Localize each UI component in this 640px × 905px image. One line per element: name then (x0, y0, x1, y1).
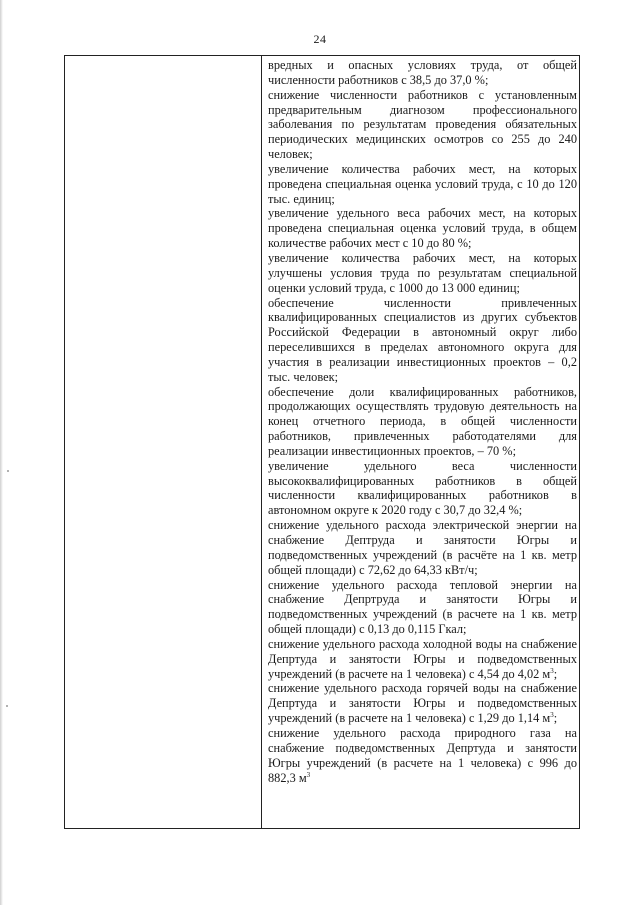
paragraph-item: снижение удельного расхода природного газа на снабжение подведомственных Депртуда и занятости Югры учреждений (в расчете на 1 человека) с 996 до 882,3 $м^3$ (268, 725, 577, 785)
scan-edge-shadow (0, 0, 3, 905)
paragraph-item: вредных и опасных условиях труда, от общей численности работников с 38,5 до 37,0 %; (268, 58, 577, 87)
paragraph-item: увеличение количества рабочих мест, на которых улучшены условия труда по результатам специальной оценки условий труда, с 1000 до 13 000 единиц; (268, 250, 577, 295)
paragraph-item: увеличение количества рабочих мест, на которых проведена специальная оценка условий труда, с 10 до 120 тыс. единиц; (268, 161, 577, 206)
scan-speck (6, 705, 8, 707)
paragraph-item: снижение удельного расхода горячей воды на снабжение Депртуда и занятости Югры и подведомственных учреждений (в расчете на 1 человека) с 1,29 до 1,14 $м^3$; (268, 681, 577, 726)
page-number: 24 (313, 32, 327, 46)
measures-text-cell (268, 58, 577, 785)
superscript: 3 (306, 770, 311, 779)
paragraph-item: снижение удельного расхода электрической энергии на снабжение Дептруда и занятости Югры и подведомственных учреждений (в расчёте на 1 кв. метр общей площади) с 72,62 до 64,33 кВт/ч; (268, 518, 577, 577)
empty-left-cell (65, 56, 261, 828)
paragraph-item: обеспечение численности привлеченных квалифицированных специалистов из других субъектов Российской Федерации в автономный округ либо переселившихся в пределах автономного округа для участия в реализации инвестиционных проектов – 0,2 тыс. человек; (268, 295, 577, 384)
document-table (64, 55, 580, 829)
paragraph-item: снижение численности работников с установленным предварительным диагнозом профессионального заболевания по результатам проведения обязательных периодических медицинских осмотров со 255 до 240 человек; (268, 87, 577, 162)
superscript: 3 (550, 711, 554, 720)
paragraph-item: увеличение удельного веса рабочих мест, на которых проведена специальная оценка условий труда, в общем количестве рабочих мест с 10 до 80 %; (268, 206, 577, 251)
paragraph-item: снижение удельного расхода холодной воды на снабжение Депртуда и занятости Югры и подведомственных учреждений (в расчете на 1 человека) с 4,54 до 4,02 $м^3$; (268, 636, 577, 681)
paragraph-item: обеспечение доли квалифицированных работников, продолжающих осуществлять трудовую деятельность на конец отчетного периода, в общей численности работников, привлеченных работодателями для реализации инвестиционных проектов, – 70 %; (268, 384, 577, 458)
superscript: 3 (550, 666, 554, 675)
paragraph-item: увеличение удельного веса численности высококвалифицированных работников в общей численности квалифицированных работников в автономном округе к 2020 году с 30,7 до 32,4 %; (268, 458, 577, 518)
paragraph-item: снижение удельного расхода тепловой энергии на снабжение Депртруда и занятости Югры и подведомственных учреждений (в расчете на 1 кв. метр общей площади) с 0,13 до 0,115 Гкал; (268, 577, 577, 637)
scan-speck (7, 470, 9, 472)
column-divider (261, 56, 262, 828)
